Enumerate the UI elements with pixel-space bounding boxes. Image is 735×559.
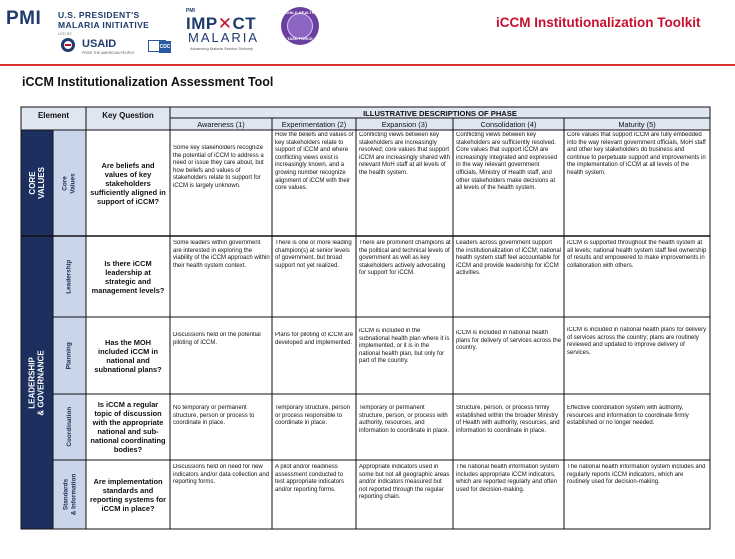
cell-planning-experimentation: Plans for piloting of iCCM are developed and implemented. — [275, 332, 354, 346]
group-leadership-governance — [21, 236, 53, 529]
cell-planning-maturity: iCCM is included in national health plans for delivery of services across the country; plans are routinely reviewed and updated to improve delivery of services. — [567, 327, 707, 356]
key-question-standards: Are implementation standards and reporting systems for iCCM in place? — [90, 476, 166, 513]
pmi-sub-line2: MALARIA INITIATIVE — [58, 20, 150, 30]
usaid-tagline: FROM THE AMERICAN PEOPLE — [82, 51, 135, 55]
cell-leadership-awareness: Some leaders within government are interested in exploring the viability of the iCCM approach within their health system context. — [173, 240, 270, 269]
cell-coordination-consolidation: Structure, person, or process firmly established within the broader Ministry of Health with authority, resources, and information to coordinate in place. — [456, 405, 560, 434]
cell-coordination-awareness: No temporary or permanent structure, person or process to coordinate in place. — [173, 405, 255, 427]
cdc-logo-text: CDC — [159, 41, 171, 53]
cell-leadership-consolidation: Leaders across government support the institutionalization of iCCM; national health system staff feel accountable for iCCM and provide leadership for iCCM activities. — [456, 240, 562, 277]
element-planning — [53, 317, 86, 394]
impact-pmi-label: PMI — [186, 8, 195, 14]
badge-bottom-text: TASK FORCE — [287, 36, 313, 41]
element-leadership — [53, 236, 86, 317]
phase-header-experimentation: Experimentation (2) — [281, 120, 347, 129]
pmi-sub-line1: U.S. PRESIDENT'S — [58, 10, 140, 20]
key-question-coordination: Is iCCM a regular topic of discussion with the appropriate national and sub-national coordinating bodies? — [90, 400, 166, 454]
cell-leadership-expansion: There are prominent champions at the political and technical levels of government as well as key stakeholders actively advocating for support for iCCM. — [359, 240, 451, 277]
cell-planning-awareness: Discussions held on the potential piloting of iCCM. — [173, 332, 261, 346]
element-planning-label: Planning — [65, 342, 73, 369]
element-standards-information — [53, 460, 86, 529]
cell-core-values-experimentation: How the beliefs and values of key stakeholders relate to support of iCCM and where conflicting views exist is increasingly known, and a growing number recognize alignment of iCCM with their core values. — [275, 132, 354, 192]
impact-post: CT — [232, 14, 257, 33]
impact-pre: IMP — [186, 14, 218, 33]
cell-leadership-experimentation: There is one or more leading champion(s) at senior levels of government, but broad support not yet realized. — [275, 240, 352, 269]
cell-core-values-maturity: Core values that support iCCM are fully embedded into the way relevant government officials, MoH staff and other key stakeholders do business and continue to perpetuate support and improvements in the implementation of iCCM at all levels of the health system. — [567, 132, 706, 176]
page-title: iCCM Institutionalization Assessment Tool — [22, 75, 274, 89]
phase-header-maturity: Maturity (5) — [618, 120, 656, 129]
cell-core-values-consolidation: Conflicting views between key stakeholders are sufficiently resolved. Core values that support iCCM are increasingly integrated and expressed in the way relevant government officials, Ministry of Health staff, and other stakeholders make decisions at all levels of the health system. — [456, 132, 558, 192]
key-question-leadership: Is there iCCM leadership at strategic and management levels? — [91, 258, 165, 295]
badge-top-text: CHILD HEALTH — [285, 10, 315, 15]
group-core-values-label: CORE VALUES — [27, 167, 46, 199]
phase-header-consolidation: Consolidation (4) — [480, 120, 537, 129]
element-coordination-label: Coordination — [65, 407, 73, 447]
group-leadership-governance-label: LEADERSHIP & GOVERNANCE — [28, 349, 46, 416]
cell-standards-expansion: Appropriate indicators used in some but not all geographic areas and/or indicators measured but not reported through the regular reporting chain. — [359, 464, 450, 501]
impact-malaria-word: MALARIA — [188, 30, 260, 45]
cell-standards-experimentation: A pilot and/or readiness assessment conducted to test appropriate indicators and/or reporting forms. — [275, 464, 345, 493]
key-question-core-values: Are beliefs and values of key stakeholders sufficiently aligned in support of iCCM? — [90, 160, 166, 206]
element-core-values — [53, 130, 86, 236]
element-leadership-label: Leadership — [65, 259, 73, 294]
column-header-key-question: Key Question — [102, 111, 154, 120]
toolkit-title: iCCM Institutionalization Toolkit — [496, 15, 701, 30]
element-standards-information-label: Standards & Information — [62, 473, 77, 516]
impact-x-icon: ✕ — [217, 14, 233, 33]
cell-coordination-experimentation: Temporary structure, person or process responsible to coordinate in place. — [275, 405, 351, 427]
impact-tagline: Advancing Malaria Service Delivery — [190, 46, 253, 51]
usaid-logo: USAID — [82, 38, 117, 50]
cell-planning-expansion: iCCM is included in the subnational health plan where it is implemented, or it is in the national health plan, but only for part of the country. — [359, 328, 450, 365]
cell-leadership-maturity: iCCM is supported throughout the health system at all levels; national health system staff feel ownership of results and empowered to make improvements in collaboration with others. — [567, 240, 707, 269]
phase-header-expansion: Expansion (3) — [381, 120, 428, 129]
column-header-element: Element — [37, 111, 70, 120]
pmi-logo: PMI — [6, 8, 42, 29]
phase-header-awareness: Awareness (1) — [197, 120, 245, 129]
cell-standards-maturity: The national health information system includes and regularly reports iCCM indicators, which are routinely used for decision-making. — [567, 464, 706, 486]
element-core-values-label: Core Values — [61, 172, 77, 194]
cell-core-values-awareness: Some key stakeholders recognize the potential of iCCM to address a need or issue they care about, but how beliefs and values of stakeholders relate to support for iCCM is largely unknown. — [173, 145, 264, 189]
element-coordination — [53, 394, 86, 460]
cell-coordination-expansion: Temporary or permanent structure, person, or process with authority, resources, and information to coordinate in place. — [359, 405, 450, 434]
cell-planning-consolidation: iCCM is included in national health plans for delivery of services across the country. — [456, 330, 562, 352]
cell-core-values-expansion: Conflicting views between key stakeholders are increasingly resolved; core values that support iCCM are increasingly shared with relevant MoH staff at all levels of the health system. — [359, 132, 451, 176]
column-header-illustrative: ILLUSTRATIVE DESCRIPTIONS OF PHASE — [363, 109, 517, 118]
key-question-planning: Has the MOH included iCCM in national and subnational plans? — [94, 337, 162, 374]
cell-coordination-maturity: Effective coordination system with authority, resources and information to coordinate firmly established or no longer needed. — [567, 405, 689, 427]
led-by-label: LED BY — [58, 31, 73, 36]
group-core-values — [21, 130, 53, 236]
cell-standards-consolidation: The national health information system includes appropriate iCCM indicators, which are reported regularly and often used for decision-making. — [456, 464, 560, 493]
cell-standards-awareness: Discussions held on need for new indicators and/or data collection and reporting forms. — [173, 464, 270, 486]
